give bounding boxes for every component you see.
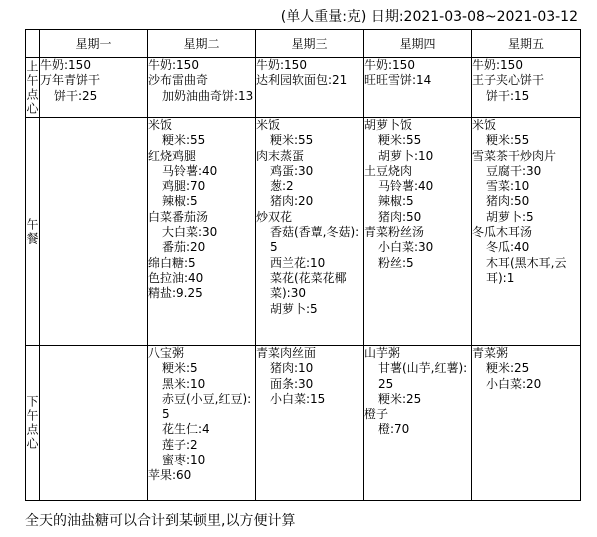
ingredient-item: 粳米:55 xyxy=(162,133,206,148)
weekly-menu-table xyxy=(25,29,581,501)
ingredient-item: 豆腐干:30 xyxy=(486,163,542,178)
dish-name: 达利园软面包:21 xyxy=(256,73,348,88)
weekday-header: 星期四 xyxy=(364,30,472,58)
ingredient-item: 香菇(香蕈,冬菇):5 xyxy=(270,225,360,255)
ingredient-item: 猪肉:50 xyxy=(486,194,530,209)
dish-name: 八宝粥 xyxy=(148,346,185,360)
weekday-header: 星期一 xyxy=(40,30,148,58)
ingredient-item: 小白菜:20 xyxy=(486,376,542,391)
dish-name: 青菜肉丝面 xyxy=(256,346,317,360)
menu-cell xyxy=(364,58,472,118)
menu-cell xyxy=(364,346,472,501)
menu-cell xyxy=(40,118,148,346)
ingredient-item: 小白菜:30 xyxy=(378,240,434,255)
ingredient-item: 猪肉:10 xyxy=(270,361,314,376)
dish-name: 山芋粥 xyxy=(364,346,401,360)
dish-name: 米饭 xyxy=(256,118,281,132)
ingredient-item: 猪肉:50 xyxy=(378,209,422,224)
weekday-header-row xyxy=(26,30,581,58)
ingredient-item: 甘薯(山芋,红薯):25 xyxy=(378,361,468,391)
dish-name: 肉末蒸蛋 xyxy=(256,148,305,163)
ingredient-item: 葱:2 xyxy=(270,179,294,194)
ingredient-item: 粳米:25 xyxy=(486,361,530,376)
dish-name: 白菜番茄汤 xyxy=(148,209,209,224)
ingredient-item: 橙:70 xyxy=(378,422,410,437)
dish-name: 旺旺雪饼:14 xyxy=(364,73,432,88)
ingredient-item: 大白菜:30 xyxy=(162,225,218,240)
menu-cell xyxy=(472,118,581,346)
ingredient-item: 粉丝:5 xyxy=(378,255,414,270)
ingredient-item: 雪菜:10 xyxy=(486,179,530,194)
ingredient-item: 辣椒:5 xyxy=(378,194,414,209)
ingredient-item: 蜜枣:10 xyxy=(162,453,206,468)
dish-name: 红烧鸡腿 xyxy=(148,148,197,163)
dish-name: 炒双花 xyxy=(256,209,293,224)
dish-name: 牛奶:150 xyxy=(40,58,91,72)
dish-name: 色拉油:40 xyxy=(148,270,204,285)
weekday-header: 星期三 xyxy=(256,30,364,58)
ingredient-item: 胡萝卜:5 xyxy=(270,301,318,316)
ingredient-item: 猪肉:20 xyxy=(270,194,314,209)
meal-row xyxy=(26,346,581,501)
ingredient-item: 莲子:2 xyxy=(162,437,198,452)
menu-cell xyxy=(472,346,581,501)
ingredient-item: 西兰花:10 xyxy=(270,255,326,270)
menu-cell xyxy=(148,118,256,346)
dish-name: 青菜粥 xyxy=(472,346,509,360)
dish-name: 雪菜茶干炒肉片 xyxy=(472,148,557,163)
ingredient-item: 冬瓜:40 xyxy=(486,240,530,255)
ingredient-item: 面条:30 xyxy=(270,376,314,391)
ingredient-item: 饼干:15 xyxy=(486,88,530,103)
ingredient-item: 饼干:25 xyxy=(54,88,98,103)
meal-row xyxy=(26,58,581,118)
weekday-header: 星期二 xyxy=(148,30,256,58)
dish-name: 胡萝卜饭 xyxy=(364,118,413,132)
meal-label: 午餐 xyxy=(26,118,40,346)
dish-name: 牛奶:150 xyxy=(256,58,307,72)
dish-name: 橙子 xyxy=(364,407,389,422)
ingredient-item: 小白菜:15 xyxy=(270,391,326,406)
menu-cell xyxy=(364,118,472,346)
ingredient-item: 赤豆(小豆,红豆):5 xyxy=(162,391,252,422)
ingredient-item: 木耳(黑木耳,云耳):1 xyxy=(486,255,567,285)
meal-label: 下午点心 xyxy=(26,346,40,501)
dish-name: 米饭 xyxy=(148,118,173,132)
ingredient-item: 马铃薯:40 xyxy=(378,179,434,194)
ingredient-item: 加奶油曲奇饼:13 xyxy=(162,88,254,103)
ingredient-item: 黑米:10 xyxy=(162,376,206,391)
corner-cell xyxy=(26,30,40,58)
ingredient-item: 胡萝卜:5 xyxy=(486,209,534,224)
footer-note: 全天的油盐糖可以合计到某顿里,以方便计算 xyxy=(25,513,296,529)
menu-cell xyxy=(256,118,364,346)
dish-name: 米饭 xyxy=(472,118,497,132)
meal-label: 上午点心 xyxy=(25,59,39,116)
ingredient-item: 鸡腿:70 xyxy=(162,179,206,194)
ingredient-item: 粳米:5 xyxy=(162,361,198,376)
dish-name: 牛奶:150 xyxy=(364,58,415,72)
dish-name: 万年青饼干 xyxy=(40,73,101,88)
menu-cell xyxy=(472,58,581,118)
ingredient-item: 粳米:55 xyxy=(270,133,314,148)
ingredient-item: 粳米:25 xyxy=(378,391,422,406)
menu-cell xyxy=(40,346,148,501)
ingredient-item: 番茄:20 xyxy=(162,240,206,255)
menu-cell xyxy=(148,58,256,118)
ingredient-item: 粳米:55 xyxy=(378,133,422,148)
ingredient-item: 马铃薯:40 xyxy=(162,163,218,178)
menu-cell xyxy=(40,58,148,118)
dish-name: 土豆烧肉 xyxy=(364,163,413,178)
meal-row xyxy=(26,118,581,346)
dish-name: 青菜粉丝汤 xyxy=(364,225,425,240)
weekday-header: 星期五 xyxy=(472,30,581,58)
dish-name: 精盐:9.25 xyxy=(148,286,203,301)
ingredient-item: 胡萝卜:10 xyxy=(378,148,434,163)
dish-name: 牛奶:150 xyxy=(472,58,523,72)
menu-cell xyxy=(256,58,364,118)
date-range-header: (单人重量:克) 日期:2021-03-08~2021-03-12 xyxy=(280,9,578,25)
ingredient-item: 辣椒:5 xyxy=(162,194,198,209)
dish-name: 冬瓜木耳汤 xyxy=(472,225,533,240)
dish-name: 沙布雷曲奇 xyxy=(148,73,209,88)
ingredient-item: 菜花(花菜花椰菜):30 xyxy=(270,270,347,301)
menu-cell xyxy=(256,346,364,501)
ingredient-item: 粳米:55 xyxy=(486,133,530,148)
dish-name: 苹果:60 xyxy=(148,468,192,483)
dish-name: 牛奶:150 xyxy=(148,58,199,72)
ingredient-item: 花生仁:4 xyxy=(162,422,210,437)
dish-name: 王子夹心饼干 xyxy=(472,73,545,88)
ingredient-item: 鸡蛋:30 xyxy=(270,163,314,178)
menu-cell xyxy=(148,346,256,501)
dish-name: 绵白糖:5 xyxy=(148,255,196,270)
